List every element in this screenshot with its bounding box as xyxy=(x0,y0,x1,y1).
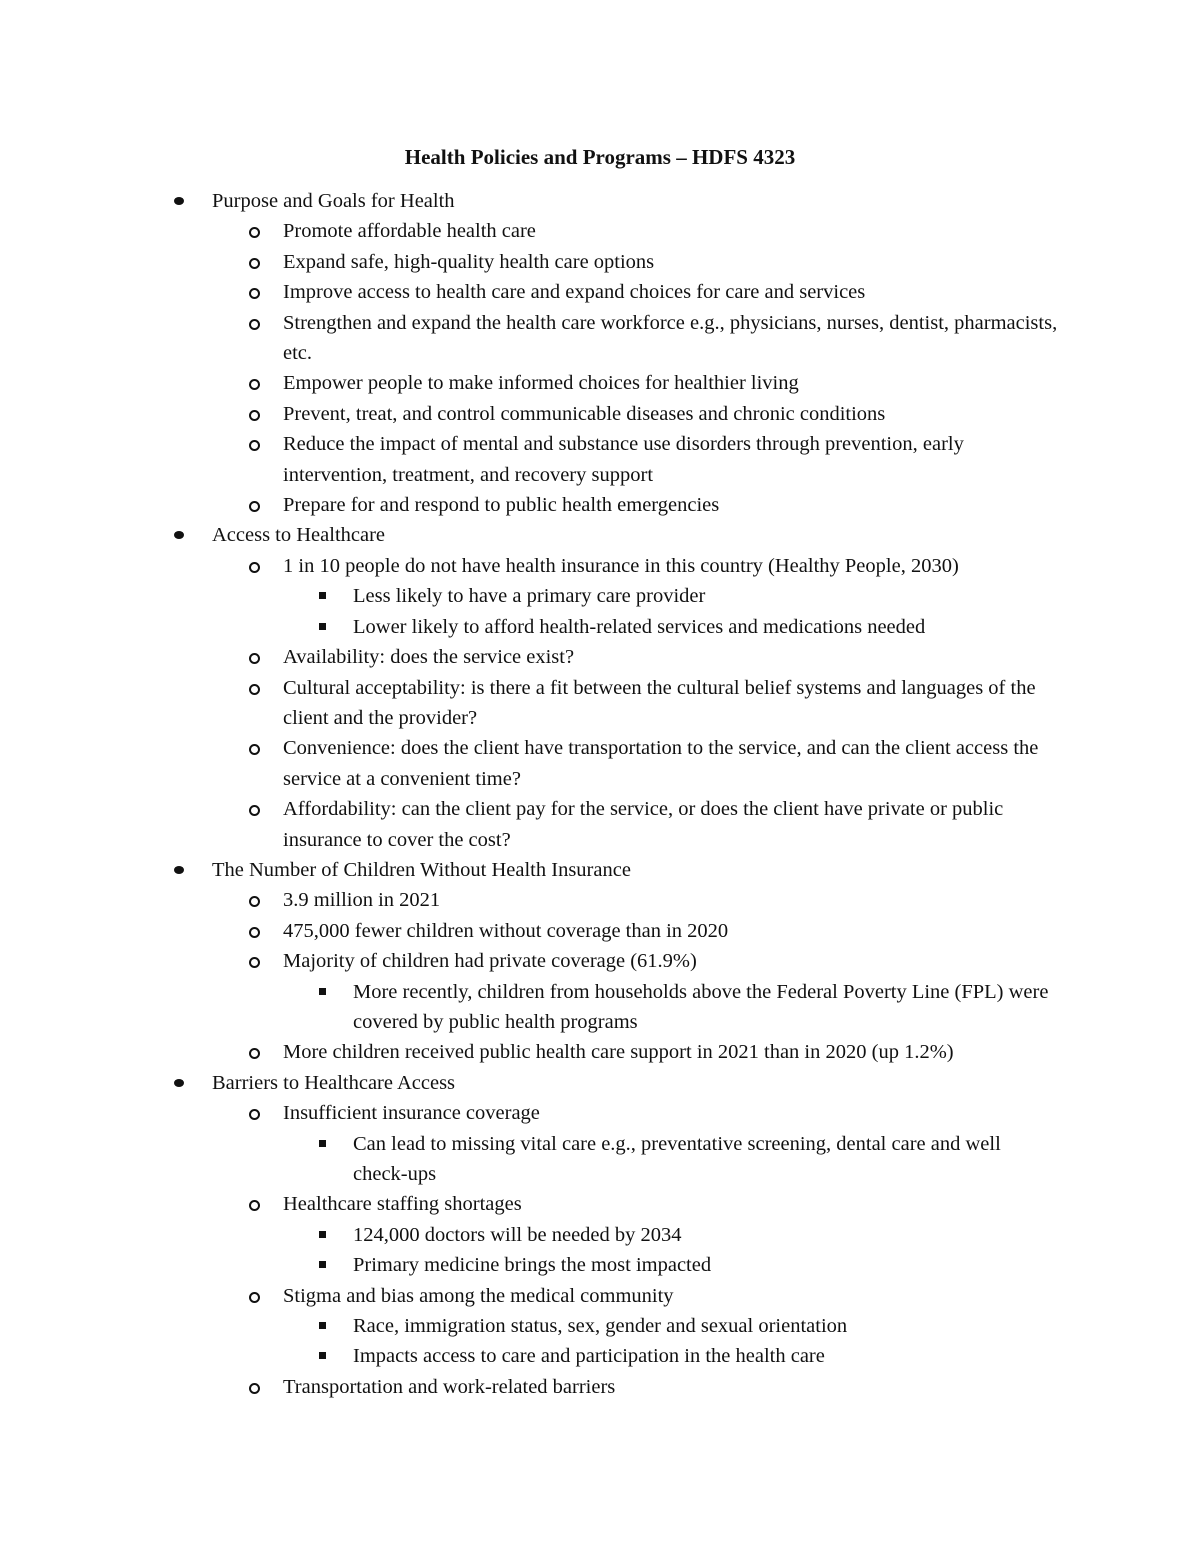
sub-list-item xyxy=(0,581,1200,611)
filled-circle-bullet-icon xyxy=(174,197,184,205)
sub-list-item xyxy=(0,1220,1200,1250)
filled-circle-bullet-icon xyxy=(174,531,184,539)
hollow-circle-bullet-icon xyxy=(249,562,260,573)
list-item-text: Prevent, treat, and control communicable diseases and chronic conditions xyxy=(283,402,886,425)
list-item xyxy=(0,277,1200,307)
hollow-circle-bullet-icon xyxy=(249,440,260,451)
list-item-text: Convenience: does the client have transportation to the service, and can the client access the service at a convenient time? xyxy=(283,737,1039,790)
section-heading xyxy=(0,1068,1200,1098)
list-item xyxy=(0,733,1200,794)
section-heading-text: Barriers to Healthcare Access xyxy=(212,1071,456,1094)
square-bullet-icon xyxy=(319,1261,326,1268)
hollow-circle-bullet-icon xyxy=(249,227,260,238)
hollow-circle-bullet-icon xyxy=(249,805,260,816)
hollow-circle-bullet-icon xyxy=(249,653,260,664)
sub-list-item-text: Less likely to have a primary care provider xyxy=(353,585,706,608)
section-heading xyxy=(0,855,1200,885)
list-item xyxy=(0,216,1200,246)
square-bullet-icon xyxy=(319,623,326,630)
list-item-text: Promote affordable health care xyxy=(283,220,536,243)
sub-list-item-text: Impacts access to care and participation in the health care xyxy=(353,1345,825,1368)
list-item xyxy=(0,1189,1200,1219)
section-heading xyxy=(0,520,1200,550)
section-heading-text: Access to Healthcare xyxy=(212,524,386,547)
list-item-text: Strengthen and expand the health care workforce e.g., physicians, nurses, dentist, pharmacists, etc. xyxy=(283,311,1058,365)
sub-list-item xyxy=(0,977,1200,1038)
list-item-text: Expand safe, high-quality health care options xyxy=(283,250,655,273)
list-item xyxy=(0,916,1200,946)
section-heading xyxy=(0,186,1200,216)
sub-list-item xyxy=(0,1311,1200,1341)
sub-list-item xyxy=(0,1129,1200,1190)
page-title: Health Policies and Programs – HDFS 4323 xyxy=(404,145,796,169)
hollow-circle-bullet-icon xyxy=(249,957,260,968)
list-item xyxy=(0,673,1200,734)
sub-list-item xyxy=(0,1341,1200,1371)
list-item-text: Healthcare staffing shortages xyxy=(283,1193,522,1216)
list-item-text: Improve access to health care and expand choices for care and services xyxy=(283,281,866,304)
hollow-circle-bullet-icon xyxy=(249,744,260,755)
hollow-circle-bullet-icon xyxy=(249,927,260,938)
hollow-circle-bullet-icon xyxy=(249,501,260,512)
hollow-circle-bullet-icon xyxy=(249,288,260,299)
list-item-text: Transportation and work-related barriers xyxy=(283,1375,616,1398)
list-item-text: 475,000 fewer children without coverage than in 2020 xyxy=(283,919,729,942)
hollow-circle-bullet-icon xyxy=(249,684,260,695)
sub-list-item xyxy=(0,612,1200,642)
list-item xyxy=(0,794,1200,855)
hollow-circle-bullet-icon xyxy=(249,1109,260,1120)
list-item xyxy=(0,1098,1200,1128)
list-item-text: Empower people to make informed choices for healthier living xyxy=(283,372,799,395)
list-item xyxy=(0,490,1200,520)
hollow-circle-bullet-icon xyxy=(249,1048,260,1059)
square-bullet-icon xyxy=(319,1352,326,1359)
list-item xyxy=(0,308,1200,369)
list-item xyxy=(0,885,1200,915)
list-item-text: Majority of children had private coverage (61.9%) xyxy=(283,950,697,973)
hollow-circle-bullet-icon xyxy=(249,410,260,421)
filled-circle-bullet-icon xyxy=(174,1079,184,1087)
list-item-text: 1 in 10 people do not have health insurance in this country (Healthy People, 2030) xyxy=(283,554,959,577)
hollow-circle-bullet-icon xyxy=(249,1383,260,1394)
sub-list-item-text: Race, immigration status, sex, gender and sexual orientation xyxy=(353,1315,848,1338)
hollow-circle-bullet-icon xyxy=(249,379,260,390)
list-item-text: Reduce the impact of mental and substance use disorders through prevention, early intervention, treatment, and recovery support xyxy=(283,433,964,486)
sub-list-item xyxy=(0,1250,1200,1280)
list-item-text: Availability: does the service exist? xyxy=(283,646,575,669)
list-item xyxy=(0,642,1200,672)
section-heading-text: The Number of Children Without Health Insurance xyxy=(212,858,631,881)
list-item xyxy=(0,551,1200,581)
hollow-circle-bullet-icon xyxy=(249,258,260,269)
square-bullet-icon xyxy=(319,1322,326,1329)
hollow-circle-bullet-icon xyxy=(249,1200,260,1211)
sub-list-item-text: 124,000 doctors will be needed by 2034 xyxy=(353,1223,682,1246)
list-item-text: Affordability: can the client pay for the service, or does the client have private or public insurance to cover the cost? xyxy=(283,798,1004,851)
filled-circle-bullet-icon xyxy=(174,866,184,874)
list-item-text: Prepare for and respond to public health emergencies xyxy=(283,494,720,517)
square-bullet-icon xyxy=(319,592,326,599)
list-item xyxy=(0,429,1200,490)
sub-list-item-text: More recently, children from households above the Federal Poverty Line (FPL) were covered by public health programs xyxy=(353,980,1049,1033)
sub-list-item-text: Can lead to missing vital care e.g., preventative screening, dental care and well check-ups xyxy=(353,1132,1001,1185)
hollow-circle-bullet-icon xyxy=(249,896,260,907)
list-item xyxy=(0,1372,1200,1402)
square-bullet-icon xyxy=(319,1231,326,1238)
square-bullet-icon xyxy=(319,1140,326,1147)
list-item xyxy=(0,368,1200,398)
hollow-circle-bullet-icon xyxy=(249,1292,260,1303)
list-item-text: Stigma and bias among the medical community xyxy=(283,1284,674,1307)
list-item xyxy=(0,399,1200,429)
list-item-text: 3.9 million in 2021 xyxy=(283,889,441,912)
list-item xyxy=(0,1281,1200,1311)
list-item-text: More children received public health care support in 2021 than in 2020 (up 1.2%) xyxy=(283,1041,954,1064)
list-item xyxy=(0,1037,1200,1067)
section-heading-text: Purpose and Goals for Health xyxy=(212,190,455,212)
outline-list xyxy=(0,186,1200,1402)
list-item-text: Insufficient insurance coverage xyxy=(283,1102,540,1125)
square-bullet-icon xyxy=(319,988,326,995)
sub-list-item-text: Lower likely to afford health-related services and medications needed xyxy=(353,615,926,638)
sub-list-item-text: Primary medicine brings the most impacted xyxy=(353,1254,712,1277)
hollow-circle-bullet-icon xyxy=(249,319,260,330)
list-item xyxy=(0,946,1200,976)
list-item xyxy=(0,247,1200,277)
list-item-text: Cultural acceptability: is there a fit between the cultural belief systems and languages of the client and the provider? xyxy=(283,676,1036,729)
